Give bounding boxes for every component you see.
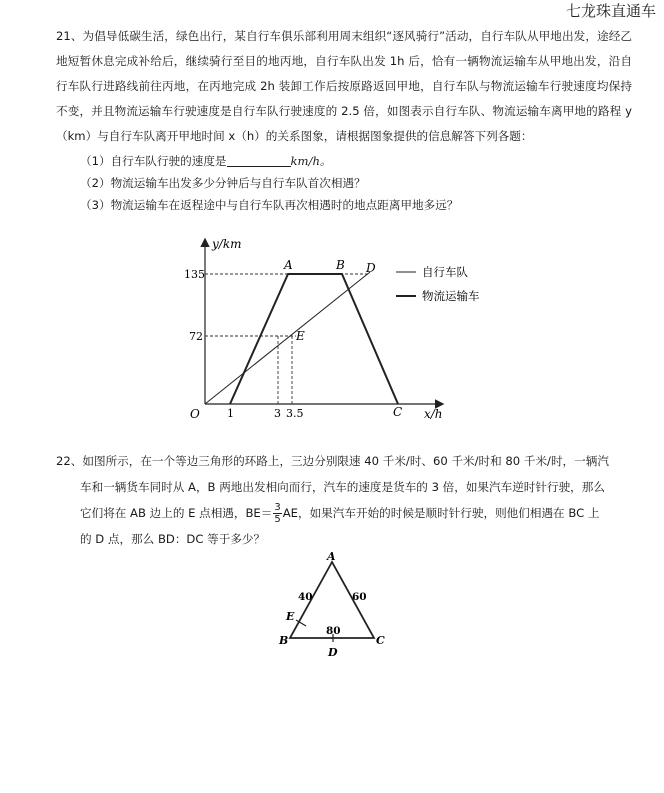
legend-truck-label: 物流运输车 [422,289,480,303]
point-d-label: D [328,646,338,659]
y-tick-135: 135 [184,268,205,281]
point-d-label: D [366,261,376,275]
point-e-label: E [286,610,295,623]
watermark-text: 七龙珠直通车 [565,2,656,20]
origin-label: O [190,407,200,421]
answer-blank [227,153,291,167]
truck-line [230,274,398,404]
side-ac-speed: 60 [352,591,367,603]
y-axis-label: y/km [212,237,242,251]
y-tick-72: 72 [189,330,203,343]
problem-22-text: 22、如图所示，在一个等边三角形的环路上，三边分别限速 40 千米/时、60 千米/时和 80 千米/时，一辆汽 车和一辆货车同时从 A，B 两地出发相向而行，汽车的速度是货车的 3 倍，如果汽车逆时针行驶，那么 它们将在 AB 边上的 E 点相遇，BE＝ $\frac{3}{5}$ AE，如果汽车开始的时候是顺时针行驶，则他们相遇在 BC 上 的 D 点，那么 BD：DC 等于多少？ [56,454,609,546]
point-b-label: B [336,258,345,272]
vertex-b-label: B [279,634,289,647]
triangle-diagram [270,548,400,666]
cyclist-line [205,272,370,404]
vertex-a-label: A [327,550,336,563]
point-a-label: A [284,258,293,272]
x-tick-3: 3 [274,407,281,420]
x-tick-3-5: 3.5 [286,407,304,420]
legend-cyclist-label: 自行车队 [422,265,468,279]
vertex-c-label: C [376,634,385,647]
problem-21-text: 21、为倡导低碳生活，绿色出行，某自行车俱乐部利用周末组织“逐风骑行”活动，自行车队从甲地出发，途经乙地短暂休息完成补给后，继续骑行至目的地丙地，自行车队出发 1h 后，恰有一辆物流运输车从甲地出发，沿自行车队行进路线前往丙地，在丙地完成 2h 装卸工作后按原路返回甲地，自行车队与物流运输车行驶速度均保持不变，并且物流运输车行驶速度是自行车队行驶速度的 2.5 倍，如图表示自行车队、物流运输车离甲地的路程 y（km）与自行车队离开甲地时间 x（h）的关系图象，请根据图象提供的信息解答下列各题： [56,29,632,143]
point-c-label: C [393,405,403,419]
problem-21-q1: （1）自行车队行驶的速度是 km/h。 [80,154,332,168]
fraction-3-5: $\frac{3}{5}$ [274,502,281,525]
x-axis-label: x/h [424,407,443,421]
side-bc-speed: 80 [326,625,341,637]
side-ab-speed: 40 [298,591,313,603]
x-tick-1: 1 [227,407,234,420]
problem-21-q2: （2）物流运输车出发多少分钟后与自行车队首次相遇？ [80,176,366,190]
point-e-label: E [296,329,305,343]
problem-21-q3: （3）物流运输车在返程途中与自行车队再次相遇时的地点距离甲地多远？ [80,198,459,212]
distance-time-graph [170,232,490,428]
